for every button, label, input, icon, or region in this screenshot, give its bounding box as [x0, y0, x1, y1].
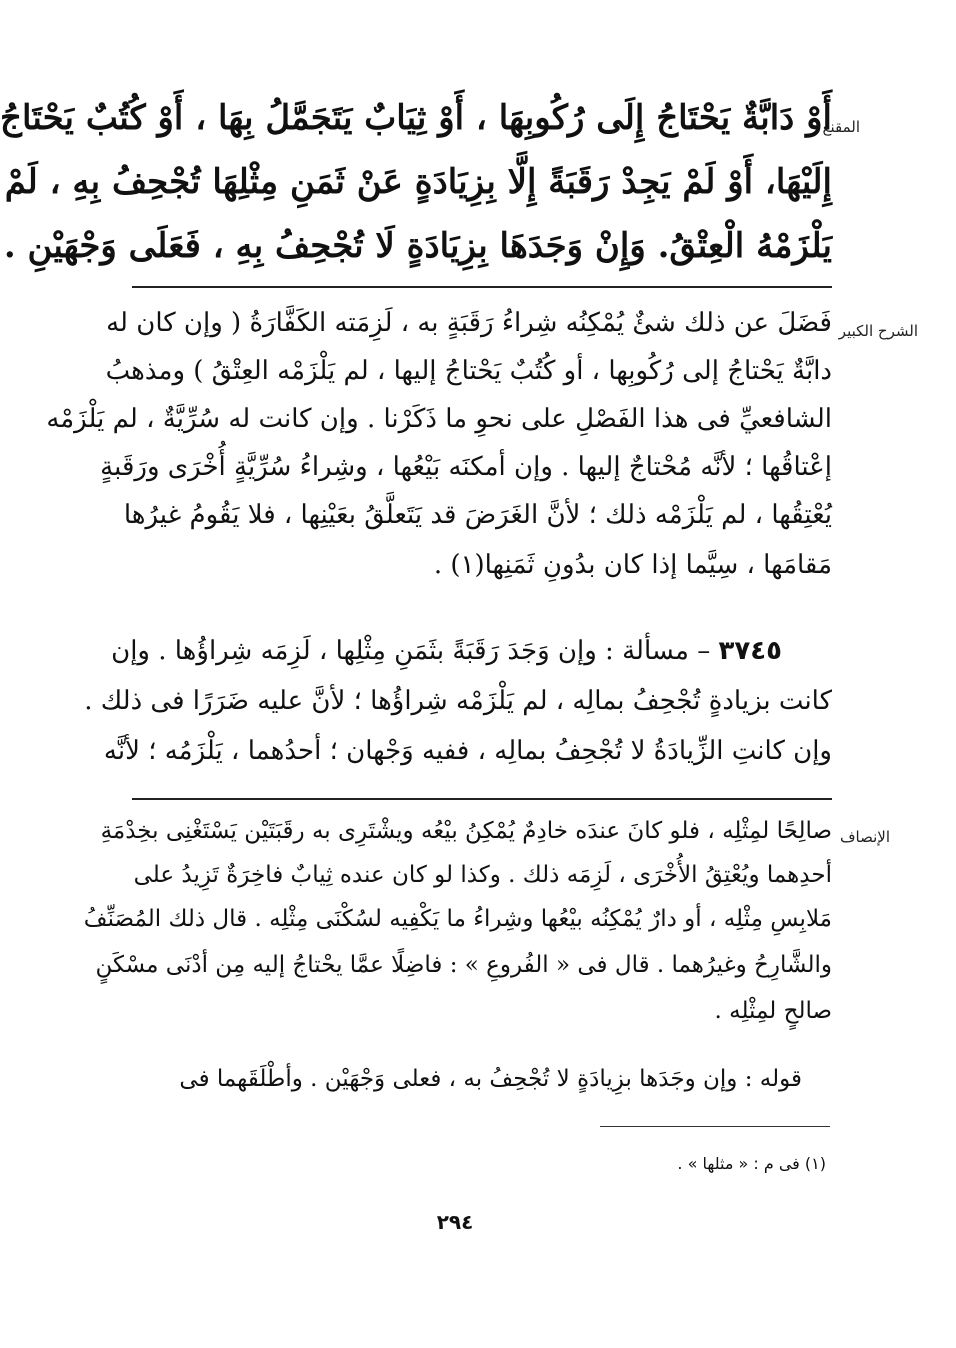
masala-number: ٣٧٤٥ [718, 636, 782, 666]
sharh-line: دابَّةٌ يَحْتاجُ إلى رُكُوبِها ، أو كُتُبٌ يَحْتاجُ إليها ، لم يَلْزَمْه العِتْقُ ) ومذهبُ [105, 356, 832, 386]
insaf-line: والشَّارِحُ وغيرُهما . قال فى « الفُروعِ » : فاضِلًا عمَّا يحْتاجُ إليه مِن أدْنَى مسْكَنٍ [95, 952, 832, 978]
insaf-line: أحدِهما ويُعْتِقُ الأُخْرَى ، لَزِمَه ذلك . وكذا لو كان عنده ثِيابٌ فاخِرَةٌ تَزِيدُ على [133, 862, 832, 888]
section-divider [132, 286, 832, 288]
margin-label-sharh: الشرح الكبير [838, 322, 918, 340]
muqni-line: أَوْ دَابَّةٌ يَحْتَاجُ إِلَى رُكُوبِهَا ، أَوْ ثِيَابٌ يَتَجَمَّلُ بِهَا ، أَوْ كُتُبٌ يَحْتَاجُ [0, 98, 832, 138]
sharh-text-block [46, 300, 832, 620]
insaf-line: صالِحًا لمِثْلِه ، فلو كانَ عندَه خادِمٌ يُمْكِنُ بيْعُه ويشْتَرِى به رقَبَتَيْن يَسْتَغْنِى بخِدْمَةِ [100, 818, 832, 844]
muqni-line: إِلَيْهَا، أَوْ لَمْ يَجِدْ رَقَبَةً إِلَّا بِزِيَادَةٍ عَنْ ثَمَنِ مِثْلِهَا تُجْحِفُ بِهِ ، لَمْ [4, 162, 832, 202]
sharh-line: فَضَلَ عن ذلك شئٌ يُمْكِنُه شِراءُ رَقَبَةٍ به ، لَزِمَته الكَفَّارَةُ ( وإن كان له [106, 308, 832, 338]
masala-line: كانت بزيادةٍ تُجْحِفُ بمالِه ، لم يَلْزَمْه شِراؤُها ؛ لأنَّ عليه ضَرَرًا فى ذلك . [84, 686, 832, 716]
margin-label-muqni: المقنع [822, 118, 860, 136]
page-number: ٢٩٤ [436, 1210, 474, 1234]
sharh-line: يُعْتِقُها ، لم يَلْزَمْه ذلك ؛ لأنَّ الغَرَضَ قد يَتَعلَّقُ بعَيْنِها ، فلا يَقُومُ غيرُها [123, 500, 832, 530]
sharh-line: مَقامَها ، سِيَّما إذا كان بدُونِ ثَمَنِها(١) . [433, 550, 832, 580]
footnote: (١) فى م : « مثلها » . [677, 1154, 826, 1173]
insaf-line: صالحٍ لمِثْلِه . [714, 998, 832, 1024]
sharh-line: إعْتاقُها ؛ لأنَّه مُحْتاجٌ إليها . وإن أمكنَه بَيْعُها ، وشِراءُ سُرِّيَّةٍ أُخْرَى ورَقَبةٍ [100, 452, 832, 482]
muqni-text-block [0, 90, 832, 280]
footnote-divider [600, 1126, 830, 1127]
insaf-line: مَلابِسِ مِثْلِه ، أو دارٌ يُمْكِنُه بيْعُها وشِراءُ ما يَكْفِيه لسُكْنَى مِثْلِه . قال ذلك المُصَنِّفُ [83, 906, 832, 932]
masala-heading-text: – مسألة : وإن وَجَدَ رَقَبَةً بثَمَنِ مِثْلِها ، لَزِمَه شِراؤُها . وإن [111, 636, 719, 666]
masala-text-block [84, 630, 832, 790]
sharh-line: الشافعيِّ فى هذا الفَصْلِ على نحوِ ما ذَكَرْنا . وإن كانت له سُرِّيَّةٌ ، لم يَلْزَمْه [46, 404, 832, 434]
muqni-line: يَلْزَمْهُ الْعِتْقُ. وَإِنْ وَجَدَهَا بِزِيَادَةٍ لَا تُجْحِفُ بِهِ ، فَعَلَى وَجْهَيْنِ . [3, 226, 832, 266]
margin-label-insaf: الإنصاف [839, 828, 890, 846]
masala-first-line [111, 636, 832, 666]
masala-line: وإن كانتِ الزِّيادَةُ لا تُجْحِفُ بمالِه ، ففيه وَجْهان ؛ أحدُهما ، يَلْزَمُه ؛ لأنَّه [103, 736, 832, 766]
insaf-text-block [83, 812, 832, 1052]
qawl-line: قوله : وإن وجَدَها بزِيادَةٍ لا تُجْحِفُ به ، فعلى وَجْهَيْن . وأطْلَقَهما فى [179, 1066, 802, 1092]
qawl-text-block [132, 1062, 832, 1112]
section-divider [132, 798, 832, 800]
